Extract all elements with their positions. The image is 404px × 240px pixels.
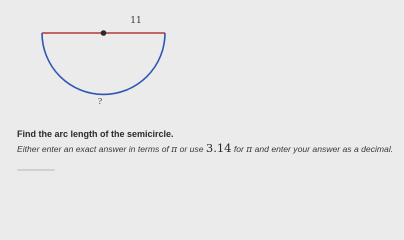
answer-input[interactable] bbox=[17, 169, 55, 171]
semicircle-arc bbox=[42, 33, 165, 94]
instruction-text-2: or use bbox=[177, 144, 206, 154]
instruction-text-4: and enter your answer as a decimal. bbox=[252, 144, 394, 154]
pi-symbol: π bbox=[171, 145, 178, 155]
pi-symbol: π bbox=[246, 145, 253, 155]
question-prompt: Find the arc length of the semicircle. bbox=[17, 129, 174, 139]
diameter-label: 11 bbox=[130, 16, 142, 26]
arc-length-label: ? bbox=[97, 97, 103, 106]
instruction-text-1: Either enter an exact answer in terms of bbox=[17, 144, 172, 154]
answer-instructions bbox=[17, 141, 393, 155]
instruction-text-3: for bbox=[231, 144, 247, 154]
center-dot bbox=[101, 30, 107, 36]
pi-approximation: 3.14 bbox=[205, 141, 232, 155]
